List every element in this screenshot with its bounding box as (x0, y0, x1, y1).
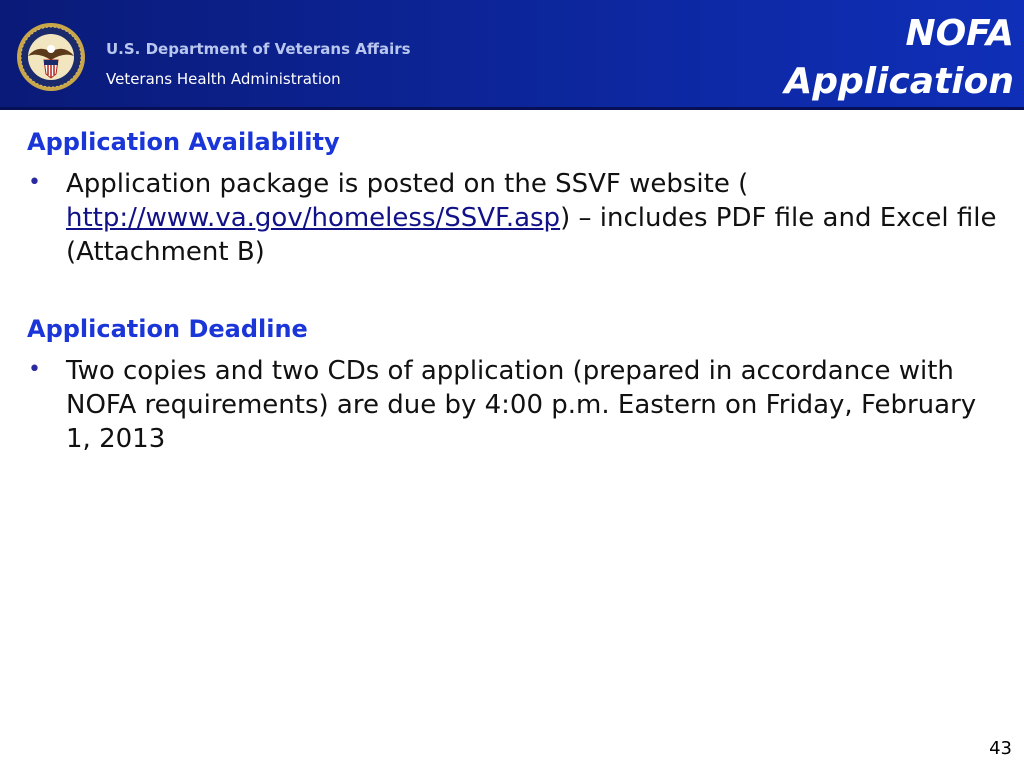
section-heading-availability: Application Availability (27, 128, 340, 156)
page-number: 43 (989, 738, 1012, 759)
org-name: U.S. Department of Veterans Affairs (106, 40, 411, 58)
bullet-deadline: Two copies and two CDs of application (prepared in accordance with NOFA requirements) are due by 4:00 p.m. Eastern on Friday, February 1, 2013 (66, 356, 977, 454)
section-heading-deadline: Application Deadline (27, 315, 308, 343)
bullet-text-before: Application package is posted on the SSVF website ( (66, 169, 749, 199)
bullet-text-after: ) – includes PDF file and Excel file (Attachment B) (66, 203, 997, 267)
slide-title-line1: NOFA (905, 13, 1014, 54)
bullet-icon: • (28, 357, 41, 382)
slide-header (0, 0, 1024, 110)
bullet-icon: • (28, 170, 41, 195)
bullet-availability (66, 167, 1016, 269)
org-subname: Veterans Health Administration (106, 70, 341, 88)
va-seal-icon (16, 22, 86, 92)
slide-title-line2: Application (784, 61, 1014, 102)
ssvf-website-link[interactable]: http://www.va.gov/homeless/SSVF.asp (66, 203, 561, 233)
